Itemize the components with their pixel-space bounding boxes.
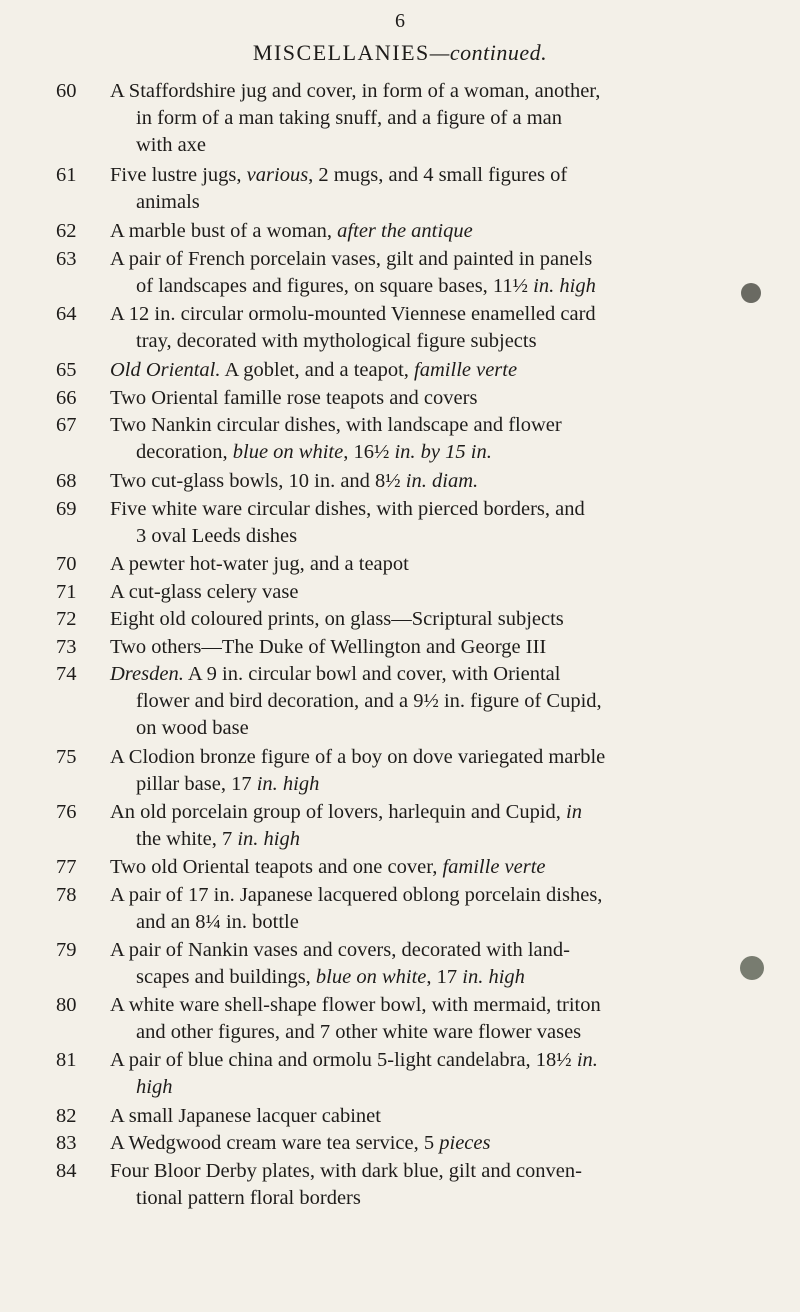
lot-description <box>110 1158 722 1212</box>
lot-description-line: Five lustre jugs, various, 2 mugs, and 4 small figures of <box>110 164 568 186</box>
lot-description <box>110 579 722 606</box>
heading-main: MISCELLANIES <box>252 40 430 65</box>
lot-description-line: Two others—The Duke of Wellington and George III <box>110 636 547 658</box>
lot-description-line: on wood base <box>136 717 249 739</box>
lot-description <box>110 412 722 466</box>
lot-description-line: of landscapes and figures, on square bases, 11½ in. high <box>136 275 596 297</box>
lot-description-line: and other figures, and 7 other white ware flower vases <box>136 1021 582 1043</box>
lot-number: 62 <box>56 220 77 242</box>
lot-description-line: high <box>136 1076 173 1098</box>
lot-description <box>110 357 722 384</box>
lot-description <box>110 551 722 578</box>
lot-number: 82 <box>56 1105 77 1127</box>
lot-entry <box>0 357 800 384</box>
lot-description-line: pillar base, 17 in. high <box>136 773 320 795</box>
heading-continued: —continued. <box>429 40 548 65</box>
lot-entry <box>0 661 800 742</box>
lot-description <box>110 246 722 300</box>
lot-number: 68 <box>56 470 77 492</box>
lot-entry <box>0 634 800 661</box>
lot-description-line: A small Japanese lacquer cabinet <box>110 1105 381 1127</box>
lot-description-line: A cut-glass celery vase <box>110 581 299 603</box>
lot-description-line: animals <box>136 191 200 213</box>
lot-description-line: A white ware shell-shape flower bowl, with mermaid, triton <box>110 994 601 1016</box>
lot-number: 74 <box>56 663 77 685</box>
lot-entry <box>0 854 800 881</box>
lot-description <box>110 385 722 412</box>
lot-number: 63 <box>56 248 77 270</box>
lot-description-line: with axe <box>136 134 207 156</box>
lot-entry <box>0 799 800 853</box>
lot-description-line: and an 8¼ in. bottle <box>136 911 299 933</box>
lot-description <box>110 992 722 1046</box>
lot-description-line: Two cut-glass bowls, 10 in. and 8½ in. diam. <box>110 470 479 492</box>
lot-description <box>110 218 722 245</box>
lot-number: 84 <box>56 1160 77 1182</box>
lot-description <box>110 1047 722 1101</box>
lot-number: 73 <box>56 636 77 658</box>
lot-description-line: Two Oriental famille rose teapots and covers <box>110 387 478 409</box>
lot-entry <box>0 1130 800 1157</box>
lot-description <box>110 468 722 495</box>
lot-description <box>110 799 722 853</box>
lot-number: 72 <box>56 608 77 630</box>
lot-number: 64 <box>56 303 77 325</box>
lot-description <box>110 1103 722 1130</box>
lot-description <box>110 854 722 881</box>
lot-description-line: Dresden. A 9 in. circular bowl and cover, with Oriental <box>110 663 561 685</box>
lot-description <box>110 606 722 633</box>
lot-entry <box>0 1158 800 1212</box>
lot-description-line: A 12 in. circular ormolu-mounted Viennese enamelled card <box>110 303 596 325</box>
lot-number: 76 <box>56 801 77 823</box>
lot-number: 83 <box>56 1132 77 1154</box>
lot-description-line: Two Nankin circular dishes, with landscape and flower <box>110 414 562 436</box>
lot-description-line: A pair of French porcelain vases, gilt and painted in panels <box>110 248 593 270</box>
lot-entry <box>0 78 800 159</box>
lot-entry <box>0 1103 800 1130</box>
lot-entry <box>0 246 800 300</box>
lot-number: 78 <box>56 884 77 906</box>
lot-description-line: decoration, blue on white, 16½ in. by 15 in. <box>136 441 492 463</box>
lot-description-line: Four Bloor Derby plates, with dark blue, gilt and conven- <box>110 1160 582 1182</box>
lot-entry <box>0 385 800 412</box>
lot-description-line: Five white ware circular dishes, with pierced borders, and <box>110 498 585 520</box>
lot-number: 69 <box>56 498 77 520</box>
lot-entry <box>0 1047 800 1101</box>
lot-description-line: tional pattern floral borders <box>136 1187 361 1209</box>
lot-entry <box>0 551 800 578</box>
lot-entry <box>0 606 800 633</box>
lot-entry <box>0 882 800 936</box>
lot-description <box>110 162 722 216</box>
lot-entry <box>0 468 800 495</box>
lot-description <box>110 882 722 936</box>
lot-description-line: A Staffordshire jug and cover, in form of a woman, another, <box>110 80 601 102</box>
lot-description-line: A pair of 17 in. Japanese lacquered oblong porcelain dishes, <box>110 884 603 906</box>
lot-description-line: Old Oriental. A goblet, and a teapot, famille verte <box>110 359 518 381</box>
lot-number: 60 <box>56 80 77 102</box>
lot-entry <box>0 744 800 798</box>
lot-description-line: Two old Oriental teapots and one cover, famille verte <box>110 856 546 878</box>
page-number: 6 <box>395 10 405 32</box>
lot-description-line: An old porcelain group of lovers, harlequin and Cupid, in <box>110 801 582 823</box>
lot-description-line: Eight old coloured prints, on glass—Scriptural subjects <box>110 608 564 630</box>
lot-description <box>110 1130 722 1157</box>
page-heading <box>0 40 800 66</box>
lot-entry <box>0 412 800 466</box>
lot-number: 67 <box>56 414 77 436</box>
lot-description-line: A Clodion bronze figure of a boy on dove variegated marble <box>110 746 606 768</box>
lot-description <box>110 661 722 742</box>
lot-number: 79 <box>56 939 77 961</box>
lot-entry <box>0 496 800 550</box>
lot-description <box>110 634 722 661</box>
lot-number: 65 <box>56 359 77 381</box>
lot-description-line: in form of a man taking snuff, and a figure of a man <box>136 107 563 129</box>
lot-number: 71 <box>56 581 77 603</box>
lot-entry <box>0 162 800 216</box>
lot-description-line: scapes and buildings, blue on white, 17 in. high <box>136 966 525 988</box>
lot-entry <box>0 301 800 355</box>
lot-entry <box>0 937 800 991</box>
lot-description-line: A pair of Nankin vases and covers, decorated with land- <box>110 939 570 961</box>
lot-description <box>110 744 722 798</box>
lot-description-line: A pair of blue china and ormolu 5-light candelabra, 18½ in. <box>110 1049 598 1071</box>
lot-description-line: tray, decorated with mythological figure subjects <box>136 330 537 352</box>
lot-entry <box>0 218 800 245</box>
lot-description-line: the white, 7 in. high <box>136 828 300 850</box>
lot-description <box>110 937 722 991</box>
lot-description <box>110 78 722 159</box>
lot-description <box>110 496 722 550</box>
lot-number: 81 <box>56 1049 77 1071</box>
paper-blemish-mark <box>741 283 761 303</box>
lot-description-line: 3 oval Leeds dishes <box>136 525 298 547</box>
lot-number: 61 <box>56 164 77 186</box>
lot-number: 66 <box>56 387 77 409</box>
lot-description-line: A marble bust of a woman, after the antique <box>110 220 473 242</box>
lot-number: 75 <box>56 746 77 768</box>
lot-number: 70 <box>56 553 77 575</box>
lot-entry <box>0 579 800 606</box>
lot-description-line: A Wedgwood cream ware tea service, 5 pieces <box>110 1132 491 1154</box>
lot-entry <box>0 992 800 1046</box>
lot-description-line: flower and bird decoration, and a 9½ in. figure of Cupid, <box>136 690 602 712</box>
paper-blemish-mark <box>740 956 764 980</box>
lot-description-line: A pewter hot-water jug, and a teapot <box>110 553 409 575</box>
lot-number: 80 <box>56 994 77 1016</box>
lot-number: 77 <box>56 856 77 878</box>
lot-description <box>110 301 722 355</box>
